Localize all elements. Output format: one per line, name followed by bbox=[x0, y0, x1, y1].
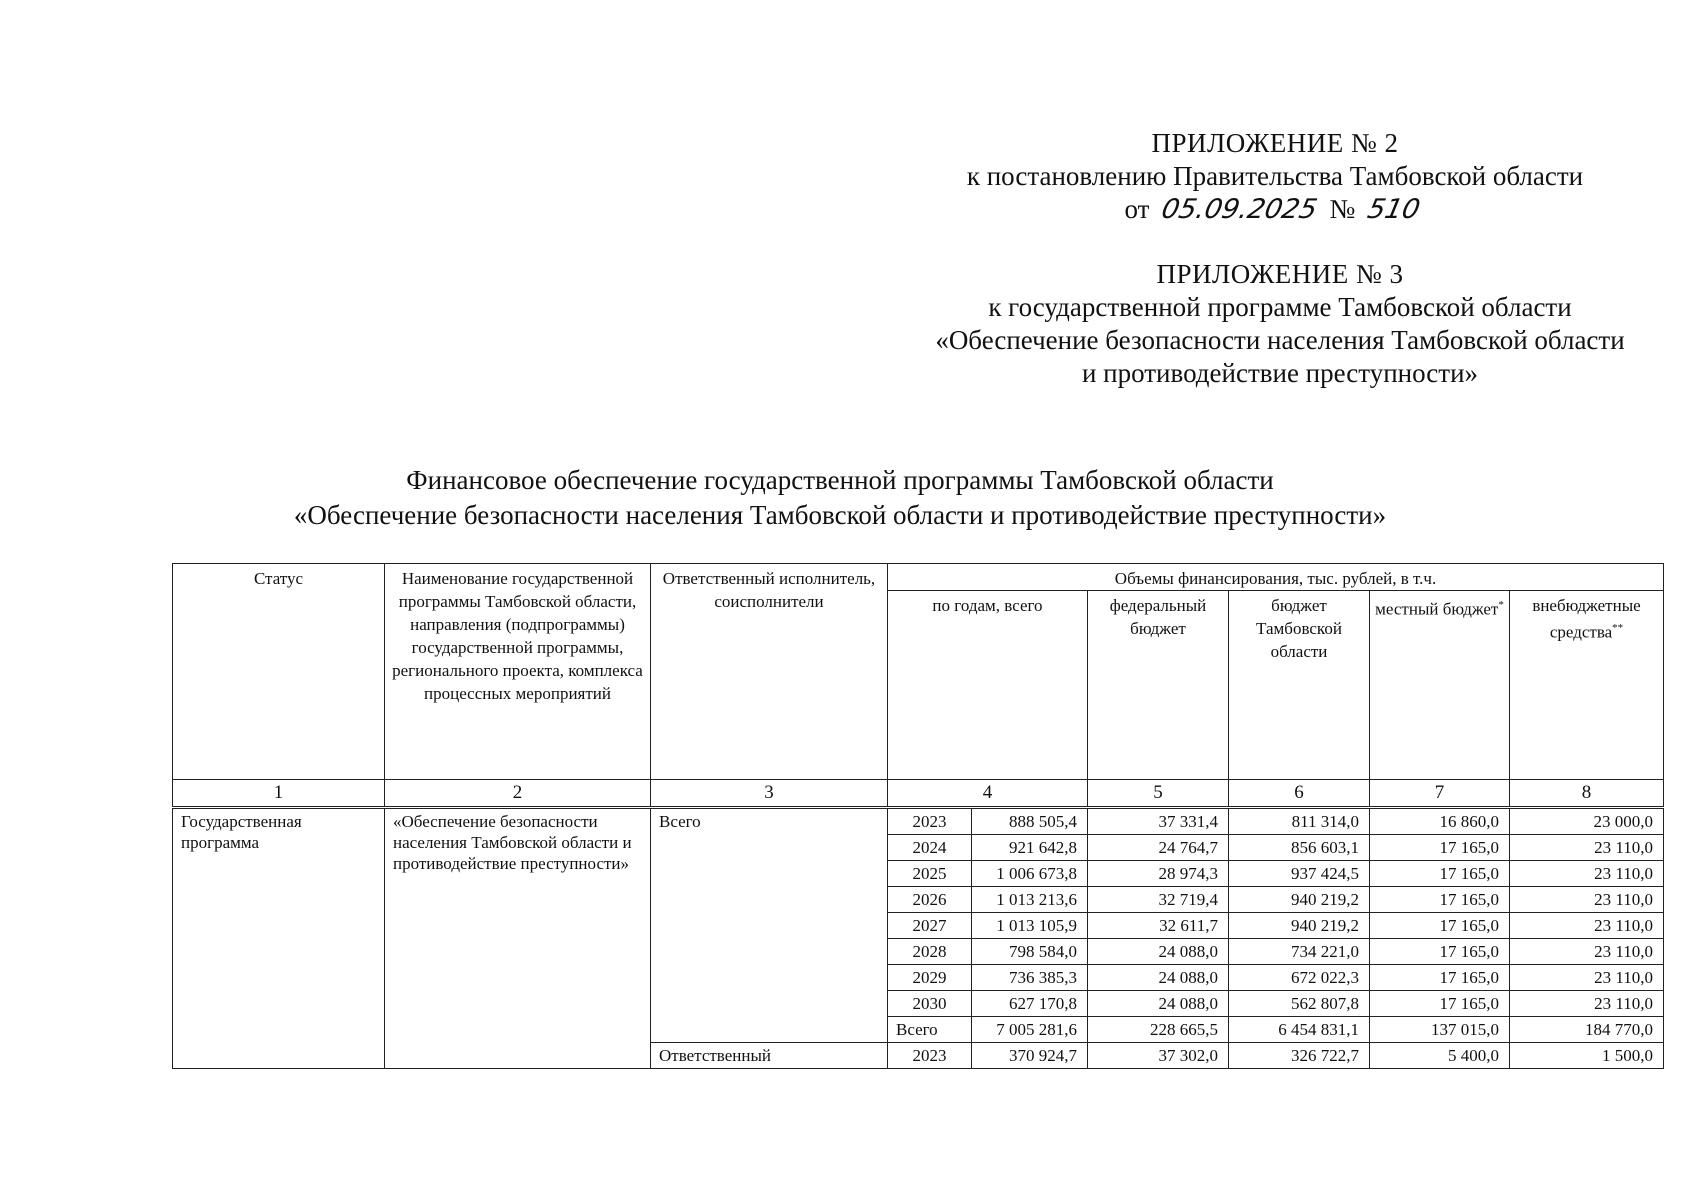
header-by-years: по годам, всего bbox=[888, 591, 1088, 780]
column-number: 5 bbox=[1088, 780, 1229, 808]
regional-cell: 937 424,5 bbox=[1229, 861, 1370, 887]
column-number: 6 bbox=[1229, 780, 1370, 808]
header-extra-mark: ** bbox=[1612, 622, 1624, 634]
local-cell: 137 015,0 bbox=[1370, 1017, 1510, 1043]
header-regional: бюджет Тамбовской области bbox=[1229, 591, 1370, 780]
federal-cell: 24 088,0 bbox=[1088, 965, 1229, 991]
local-cell: 17 165,0 bbox=[1370, 991, 1510, 1017]
regional-cell: 856 603,1 bbox=[1229, 835, 1370, 861]
header-volumes: Объемы финансирования, тыс. рублей, в т.ч. bbox=[888, 564, 1664, 591]
header-federal: федеральный бюджет bbox=[1088, 591, 1229, 780]
table-row bbox=[173, 808, 1664, 835]
extra-cell: 23 110,0 bbox=[1510, 861, 1664, 887]
total-cell: 1 013 213,6 bbox=[972, 887, 1088, 913]
header-extra-label: внебюджетные средства bbox=[1532, 596, 1641, 642]
annex-3-line-2: «Обеспечение безопасности населения Тамбовской области bbox=[935, 325, 1625, 355]
extra-cell: 23 110,0 bbox=[1510, 939, 1664, 965]
handwritten-date: 05.09.2025 bbox=[1158, 194, 1321, 225]
year-cell: 2023 bbox=[888, 808, 972, 835]
year-cell: 2028 bbox=[888, 939, 972, 965]
local-cell: 16 860,0 bbox=[1370, 808, 1510, 835]
federal-cell: 32 719,4 bbox=[1088, 887, 1229, 913]
number-label: № bbox=[1329, 194, 1356, 224]
year-cell: 2027 bbox=[888, 913, 972, 939]
federal-cell: 228 665,5 bbox=[1088, 1017, 1229, 1043]
total-cell: 1 013 105,9 bbox=[972, 913, 1088, 939]
local-cell: 17 165,0 bbox=[1370, 835, 1510, 861]
federal-cell: 37 331,4 bbox=[1088, 808, 1229, 835]
extra-cell: 23 110,0 bbox=[1510, 887, 1664, 913]
header-extra bbox=[1510, 591, 1664, 780]
local-cell: 17 165,0 bbox=[1370, 939, 1510, 965]
local-cell: 5 400,0 bbox=[1370, 1043, 1510, 1069]
local-cell: 17 165,0 bbox=[1370, 861, 1510, 887]
year-cell: 2024 bbox=[888, 835, 972, 861]
local-cell: 17 165,0 bbox=[1370, 913, 1510, 939]
header-local-mark: * bbox=[1498, 599, 1504, 611]
annex-2-header bbox=[900, 127, 1650, 226]
column-number: 7 bbox=[1370, 780, 1510, 808]
header-status: Статус bbox=[173, 564, 385, 780]
document-title-line-2: «Обеспечение безопасности населения Тамбовской области и противодействие преступности» bbox=[293, 500, 1387, 530]
program-name-cell: «Обеспечение безопасности населения Тамбовской области и противодействие преступности» bbox=[385, 808, 651, 1069]
header-row-1 bbox=[173, 564, 1664, 591]
extra-cell: 23 000,0 bbox=[1510, 808, 1664, 835]
total-cell: 921 642,8 bbox=[972, 835, 1088, 861]
annex-3-line-1: к государственной программе Тамбовской области bbox=[988, 292, 1572, 322]
annex-2-date-line bbox=[900, 193, 1650, 226]
annex-2-resolution-line: к постановлению Правительства Тамбовской области bbox=[966, 161, 1584, 191]
header-local-label: местный бюджет bbox=[1375, 599, 1499, 619]
extra-cell: 23 110,0 bbox=[1510, 913, 1664, 939]
annex-3-line-3: и противодействие преступности» bbox=[1081, 358, 1479, 388]
federal-cell: 24 764,7 bbox=[1088, 835, 1229, 861]
annex-2-title: ПРИЛОЖЕНИЕ № 2 bbox=[1151, 128, 1399, 158]
extra-cell: 23 110,0 bbox=[1510, 835, 1664, 861]
total-cell: 370 924,7 bbox=[972, 1043, 1088, 1069]
total-cell: 798 584,0 bbox=[972, 939, 1088, 965]
total-cell: 1 006 673,8 bbox=[972, 861, 1088, 887]
total-cell: 627 170,8 bbox=[972, 991, 1088, 1017]
federal-cell: 37 302,0 bbox=[1088, 1043, 1229, 1069]
regional-cell: 562 807,8 bbox=[1229, 991, 1370, 1017]
column-number: 8 bbox=[1510, 780, 1664, 808]
column-number: 1 bbox=[173, 780, 385, 808]
extra-cell: 23 110,0 bbox=[1510, 965, 1664, 991]
column-number: 3 bbox=[651, 780, 888, 808]
extra-cell: 1 500,0 bbox=[1510, 1043, 1664, 1069]
document-title-line-1: Финансовое обеспечение государственной программы Тамбовской области bbox=[406, 465, 1274, 495]
regional-cell: 734 221,0 bbox=[1229, 939, 1370, 965]
extra-cell: 23 110,0 bbox=[1510, 991, 1664, 1017]
header-executor: Ответственный исполнитель, соисполнители bbox=[651, 564, 888, 780]
local-cell: 17 165,0 bbox=[1370, 965, 1510, 991]
year-cell: 2026 bbox=[888, 887, 972, 913]
regional-cell: 940 219,2 bbox=[1229, 887, 1370, 913]
year-cell: 2029 bbox=[888, 965, 972, 991]
document-title bbox=[170, 463, 1510, 533]
regional-cell: 326 722,7 bbox=[1229, 1043, 1370, 1069]
status-cell: Государственная программа bbox=[173, 808, 385, 1069]
regional-cell: 811 314,0 bbox=[1229, 808, 1370, 835]
header-local bbox=[1370, 591, 1510, 780]
header-name: Наименование государственной программы Тамбовской области, направления (подпрограммы) государственной программы, регионального проекта, комплекса процессных мероприятий bbox=[385, 564, 651, 780]
extra-cell: 184 770,0 bbox=[1510, 1017, 1664, 1043]
total-cell: 7 005 281,6 bbox=[972, 1017, 1088, 1043]
total-cell: 736 385,3 bbox=[972, 965, 1088, 991]
federal-cell: 32 611,7 bbox=[1088, 913, 1229, 939]
year-cell: Всего bbox=[888, 1017, 972, 1043]
year-cell: 2023 bbox=[888, 1043, 972, 1069]
regional-cell: 940 219,2 bbox=[1229, 913, 1370, 939]
year-cell: 2030 bbox=[888, 991, 972, 1017]
handwritten-number: 510 bbox=[1364, 194, 1423, 225]
column-number: 2 bbox=[385, 780, 651, 808]
column-number: 4 bbox=[888, 780, 1088, 808]
column-numbers-row bbox=[173, 780, 1664, 808]
federal-cell: 28 974,3 bbox=[1088, 861, 1229, 887]
regional-cell: 6 454 831,1 bbox=[1229, 1017, 1370, 1043]
from-label: от bbox=[1124, 194, 1150, 224]
total-cell: 888 505,4 bbox=[972, 808, 1088, 835]
federal-cell: 24 088,0 bbox=[1088, 991, 1229, 1017]
regional-cell: 672 022,3 bbox=[1229, 965, 1370, 991]
executor-total-cell: Всего bbox=[651, 808, 888, 1043]
annex-3-header bbox=[880, 258, 1680, 390]
annex-3-title: ПРИЛОЖЕНИЕ № 3 bbox=[1156, 259, 1404, 289]
local-cell: 17 165,0 bbox=[1370, 887, 1510, 913]
financing-table bbox=[172, 563, 1664, 1069]
executor-responsible-cell: Ответственный bbox=[651, 1043, 888, 1069]
federal-cell: 24 088,0 bbox=[1088, 939, 1229, 965]
year-cell: 2025 bbox=[888, 861, 972, 887]
